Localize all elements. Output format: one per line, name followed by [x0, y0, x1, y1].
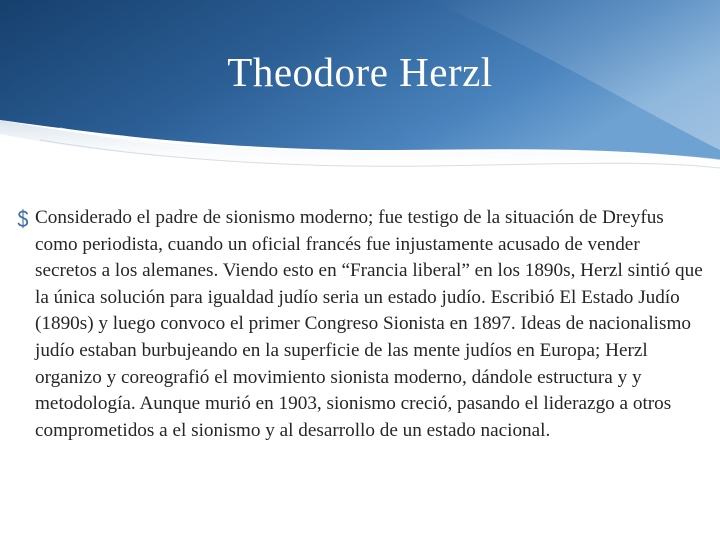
slide-title: Theodore Herzl: [227, 49, 493, 95]
body-paragraph: Considerado el padre de sionismo moderno; fue testigo de la situación de Dreyfus como periodista, cuando un oficial francés fue injustamente acusado de vender secretos a los alemanes. Viendo esto en “Francia liberal” en los 1890s, Herzl sintió que la única solución para igualdad judío seria un estado judío. Escribió El Estado Judío (1890s) y luego convoco el primer Congreso Sionista en 1897. Ideas de nacionalismo judío estaban burbujeando en la superficie de las mente judíos en Europa; Herzl organizo y coreografió el movimiento sionista moderno, dándole estructura y y metodología. Aunque murió en 1903, sionismo creció, pasando el liderazgo a otros comprometidos a el sionismo y al desarrollo de un estado nacional.: [35, 207, 703, 441]
dollar-s-bullet-icon: [16, 208, 30, 232]
